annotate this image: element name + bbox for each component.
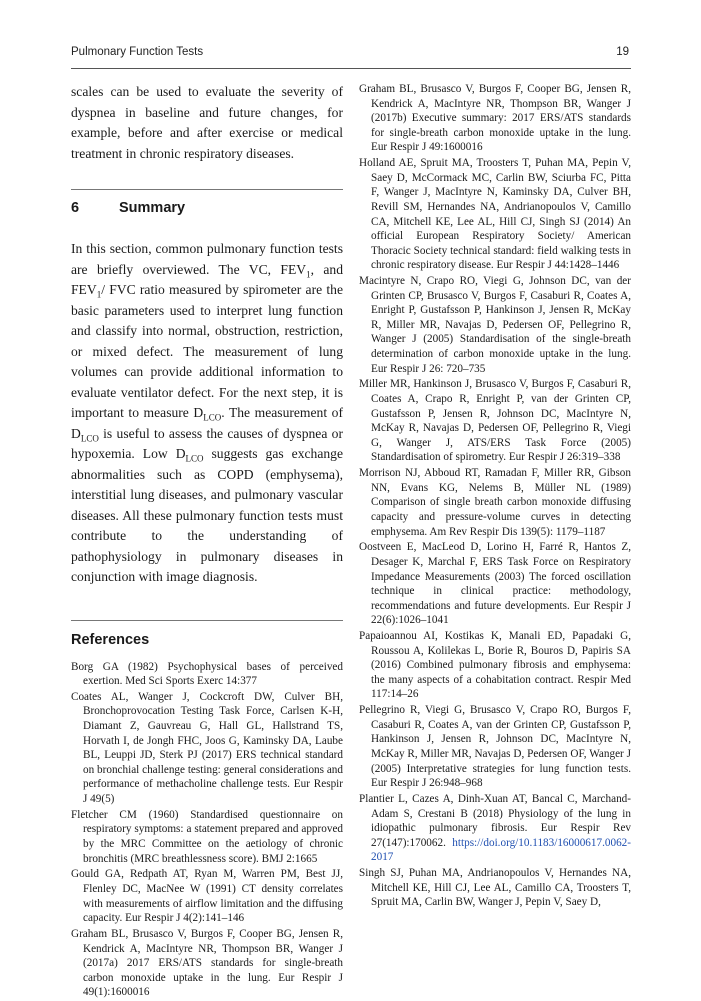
reference-item: Coates AL, Wanger J, Cockcroft DW, Culver BH, Bronchoprovocation Testing Task Force, Carlsen K-H, Diamant Z, Gauvreau G, Hall GL, Hallstrand TS, Horvath I, de Jongh FHC, Joos G, Kaminsky DA, Laube BL, Leuppi JD, Sterk PJ (2017) ERS technical standard on bronchial challenge testing: general considerations and performance of methacholine challenge tests. Eur Respir J 49(5)	[71, 690, 343, 806]
reference-list-left	[71, 660, 343, 1000]
reference-item: Singh SJ, Puhan MA, Andrianopoulos V, Hernandes NA, Mitchell KE, Hill CJ, Lee AL, Camillo CA, Troosters T, Spruit MA, Carlin BW, Wanger J, Pepin V, Saey D,	[359, 867, 631, 909]
section-number: 6	[71, 200, 80, 216]
left-column	[71, 82, 343, 1001]
reference-item: Gould GA, Redpath AT, Ryan M, Warren PM, Best JJ, Flenley DC, MacNee W (1991) CT density correlates with measurements of airflow limitation and the diffusing capacity. Eur Respir J 4(2):141–146	[71, 868, 343, 925]
section-rule	[71, 189, 343, 190]
doi-link[interactable]: https://doi.org/10.1183/16000617.0062-2017	[371, 836, 631, 864]
summary-text: / FVC ratio measured by spirometer are the basic parameters used to interpret lung function and classify into normal, obstruction, restriction, or mixed defect. The measurement of lung volumes can provide additional information to evaluate ventilator defect. For the next step, it is important to measure D	[71, 282, 343, 420]
subscript: LCO	[185, 453, 204, 464]
section-heading	[71, 200, 343, 220]
running-title: Pulmonary Function Tests	[71, 46, 204, 58]
subscript: LCO	[80, 433, 99, 444]
reference-text: Plantier L, Cazes A, Dinh-Xuan AT, Bancal C, Marchand-Adam S, Crestani B (2018) Physiology of the lung in idiopathic pulmonary fibrosis. Eur Respir Rev 27(147):170062.	[359, 793, 631, 849]
references-heading: References	[71, 631, 150, 648]
reference-item: Oostveen E, MacLeod D, Lorino H, Farré R, Hantos Z, Desager K, Marchal F, ERS Task Force on Respiratory Impedance Measurements (2003) The forced oscillation technique in clinical practice: methodology, recommendations and future developments. Eur Respir J 22(6):1026–1041	[359, 541, 631, 627]
summary-text: . The measurement of D	[71, 405, 344, 441]
summary-text: In this section, common pulmonary function tests are briefly overviewed. The VC, FEV	[71, 241, 343, 277]
subscript: 1	[96, 289, 102, 300]
subscript: 1	[306, 269, 311, 280]
running-header	[71, 46, 631, 66]
reference-item: Miller MR, Hankinson J, Brusasco V, Burgos F, Casaburi R, Coates A, Crapo R, Enright P, van der Grinten CP, Gustafsson P, Jensen R, Johnson DC, MacIntyre N, McKay R, Navajas D, Pedersen OF, Pellegrino R, Viegi G, Wanger J, ATS/ERS Task Force (2005) Standardisation of spirometry. Eur Respir J 26:319–338	[359, 378, 631, 464]
reference-item: Fletcher CM (1960) Standardised questionnaire on respiratory symptoms: a statement prepared and approved by the MRC Committee on the aetiology of chronic bronchitis (MRC breathlessness score). BMJ 2:1665	[71, 808, 343, 865]
reference-item: Macintyre N, Crapo RO, Viegi G, Johnson DC, van der Grinten CP, Brusasco V, Burgos F, Casaburi R, Coates A, Enright P, Gustafsson P, Hankinson J, Jensen R, McKay R, Miller MR, Navajas D, Pedersen OF, Pellegrino R, Wanger J (2005) Standardisation of the single-breath determination of carbon monoxide uptake in the lung. Eur Respir J 26: 720–735	[359, 275, 631, 375]
summary-text: suggests gas exchange abnormalities such as COPD (emphysema), interstitial lung diseases, and pulmonary vascular diseases. All these pulmonary function tests must contribute to the understanding of pathophysiology in pulmonary diseases in conjunction with image diagnosis.	[71, 446, 343, 584]
reference-item: Papaioannou AI, Kostikas K, Manali ED, Papadaki G, Roussou A, Kolilekas L, Borie R, Bouros D, Papiris SA (2016) Combined pulmonary fibrosis and emphysema: the many aspects of a cohabitation contract. Respir Med 117:14–26	[359, 630, 631, 701]
reference-item: Graham BL, Brusasco V, Burgos F, Cooper BG, Jensen R, Kendrick A, MacIntyre NR, Thompson BR, Wanger J (2017b) Executive summary: 2017 ERS/ATS standards for single-breath carbon monoxide uptake in the lung. Eur Respir J 49:1600016	[359, 83, 631, 154]
page-number: 19	[616, 46, 629, 58]
reference-item: Holland AE, Spruit MA, Troosters T, Puhan MA, Pepin V, Saey D, McCormack MC, Carlin BW, Sciurba FC, Pitta F, Wanger J, MacIntyre N, Kaminsky DA, Culver BH, Revill SM, Hernandes NA, Andrianopoulos V, Camillo CA, Mitchell KE, Lee AL, Hill CJ, Singh SJ (2014) An official European Respiratory Society/ American Thoracic Society technical standard: field walking tests in chronic respiratory disease. Eur Respir J 44:1428–1446	[359, 157, 631, 272]
summary-text: , and FEV	[71, 261, 343, 297]
intro-paragraph: scales can be used to evaluate the severity of dyspnea in baseline and future changes, for example, before and after exercise or medical treatment in chronic respiratory diseases.	[71, 84, 343, 161]
reference-item: Morrison NJ, Abboud RT, Ramadan F, Miller RR, Gibson NN, Evans KG, Nelems B, Müller NL (1989) Comparison of single breath carbon monoxide diffusing capacity and pressure-volume curves in detecting emphysema. Am Rev Respir Dis 139(5): 1179–1187	[359, 467, 631, 538]
references-rule	[71, 620, 343, 621]
right-column	[359, 82, 631, 911]
reference-item: Pellegrino R, Viegi G, Brusasco V, Crapo RO, Burgos F, Casaburi R, Coates A, van der Grinten CP, Gustafsson P, Hankinson J, Jensen R, Johnson DC, MacIntyre N, McKay R, Miller MR, Navajas D, Pedersen OF, Wanger J (2005) Interpretative strategies for lung function tests. Eur Respir J 26:948–968	[359, 704, 631, 790]
section-title: Summary	[119, 200, 186, 216]
header-rule	[71, 68, 631, 69]
reference-item	[359, 792, 631, 865]
reference-list-right	[359, 82, 631, 910]
subscript: LCO	[203, 412, 222, 423]
reference-item: Borg GA (1982) Psychophysical bases of perceived exertion. Med Sci Sports Exerc 14:377	[71, 660, 343, 688]
reference-item: Graham BL, Brusasco V, Burgos F, Cooper BG, Jensen R, Kendrick A, MacIntyre NR, Thompson BR, Wanger J (2017a) 2017 ERS/ATS standards for single-breath carbon monoxide uptake in the lung. Eur Respir J 49(1):1600016	[71, 927, 343, 999]
summary-paragraph	[71, 239, 343, 588]
summary-text: is useful to assess the causes of dyspnea or hypoxemia. Low D	[71, 425, 343, 461]
